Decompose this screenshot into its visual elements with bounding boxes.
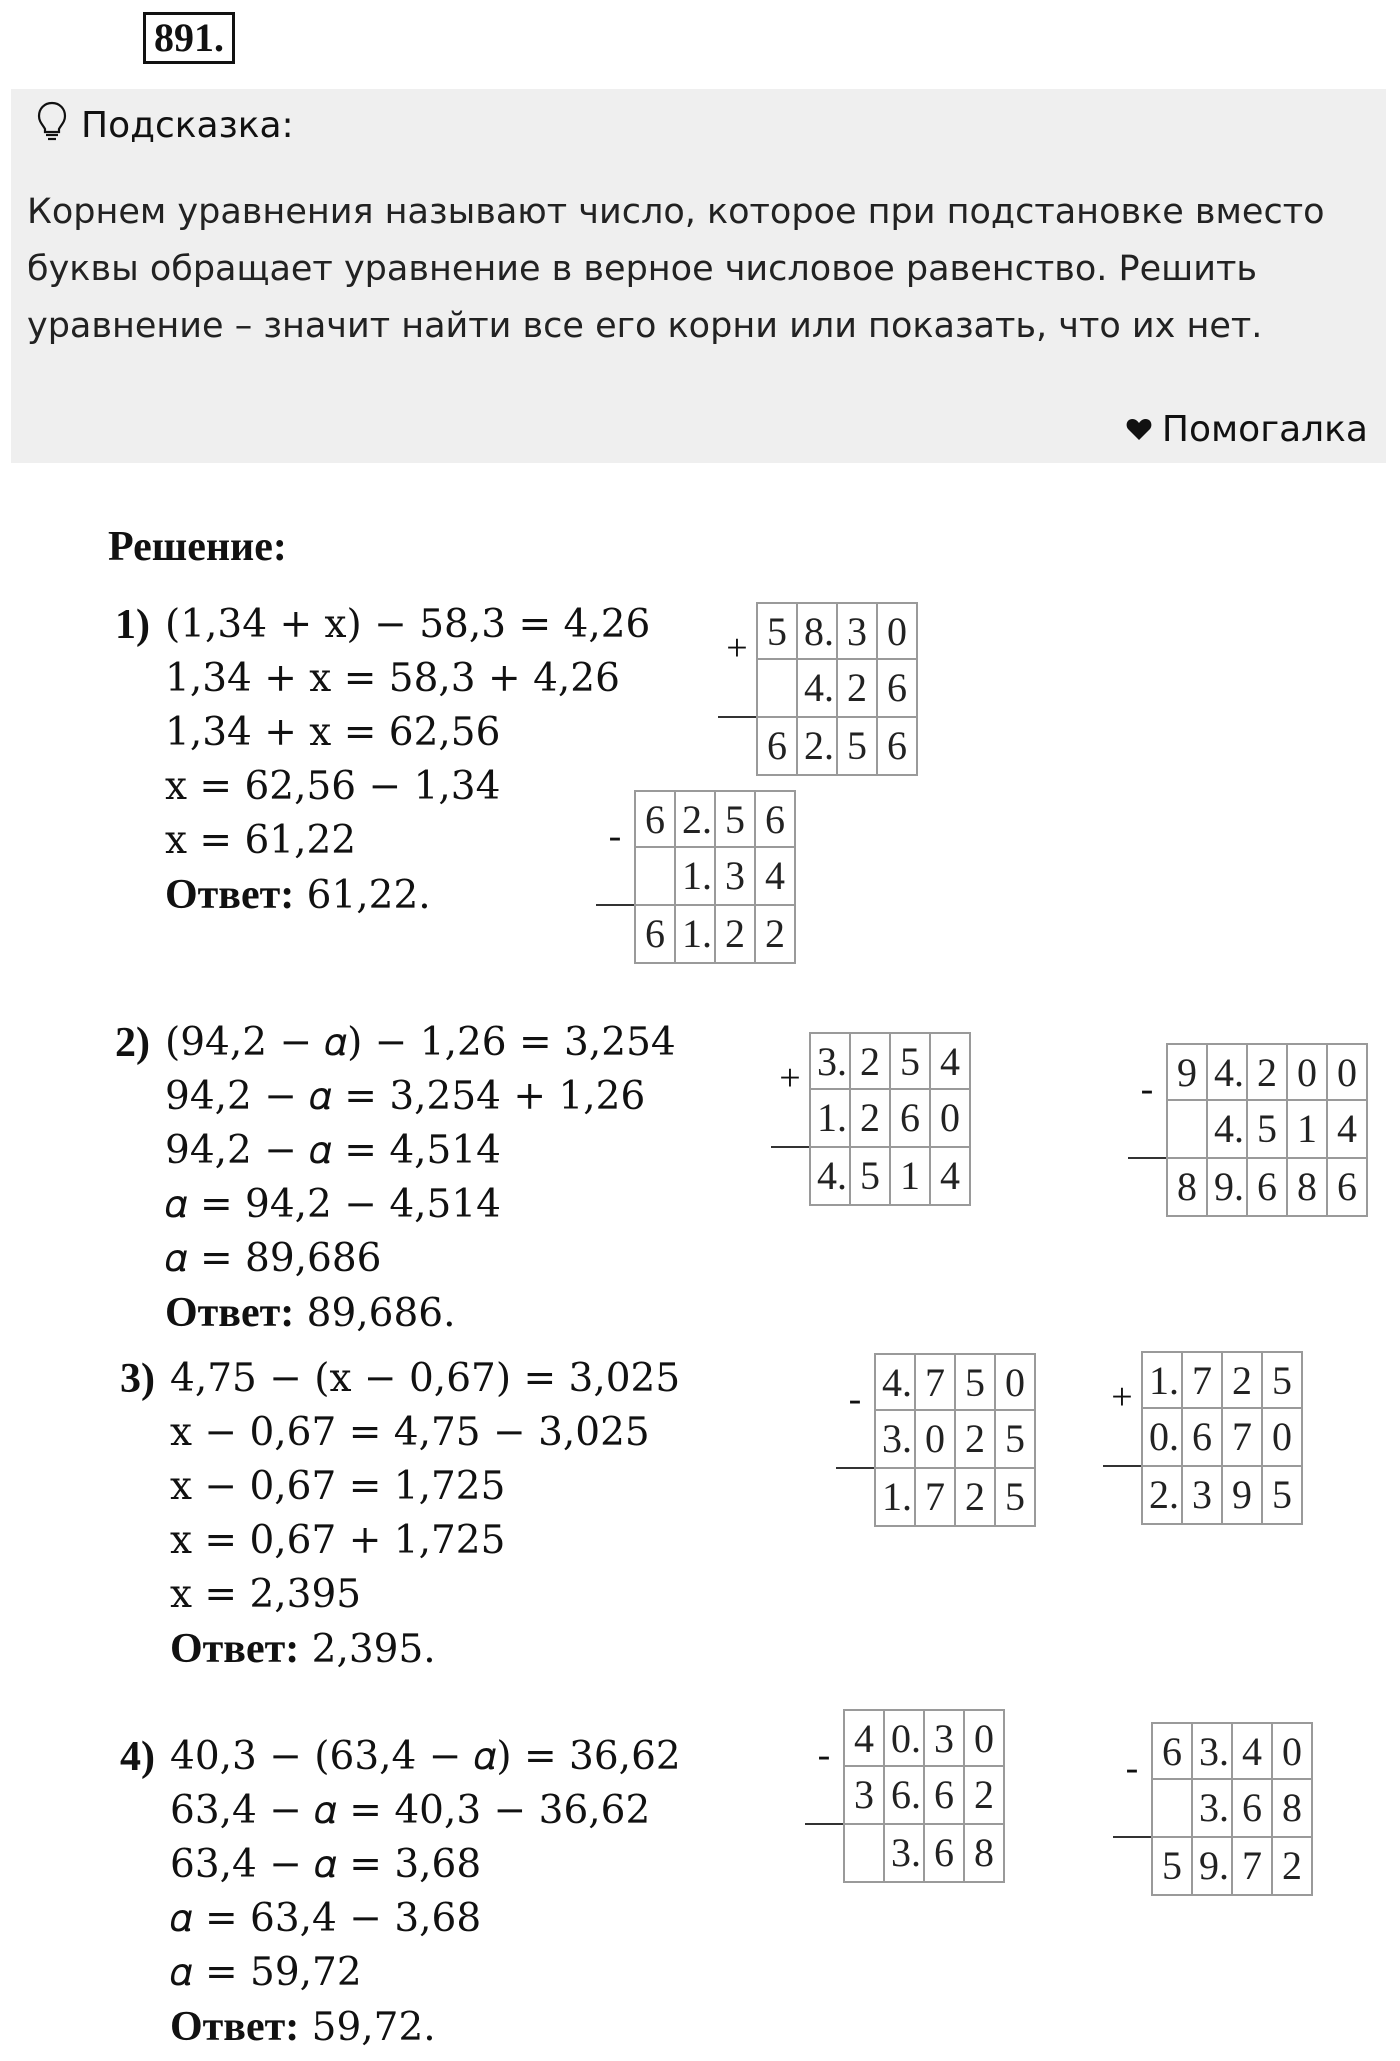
answer-label: Ответ: — [170, 1626, 300, 1672]
digit-cell: 6 — [1233, 1780, 1273, 1838]
column-addition-1 — [718, 602, 918, 778]
digit-cell: 4. — [1208, 1043, 1248, 1101]
result-line — [805, 1823, 843, 1825]
digit-cell: 0 — [996, 1353, 1036, 1411]
equation-line: 63,4 − 𝛼 = 40,3 − 36,62 — [170, 1788, 651, 1833]
digit-cell: 2 — [756, 906, 796, 964]
result-line — [718, 716, 756, 718]
digit-cell: 0 — [1273, 1722, 1313, 1780]
equation-line: x = 62,56 − 1,34 — [165, 764, 501, 809]
answer-line — [165, 1286, 456, 1341]
digit-cell: 9 — [1223, 1467, 1263, 1525]
plus-sign: + — [771, 1032, 811, 1206]
digit-cell: 2 — [838, 660, 878, 718]
digit-cell: 6 — [758, 718, 798, 776]
digit-cell: 8 — [1273, 1780, 1313, 1838]
digit-cell: 4 — [845, 1709, 885, 1767]
plus-sign: + — [718, 602, 758, 776]
answer-line — [170, 1622, 436, 1677]
hint-title: Подсказка: — [81, 105, 294, 146]
digit-cell: 2. — [676, 790, 716, 848]
digit-cell: 5 — [1263, 1351, 1303, 1409]
digit-cell: 2 — [1273, 1838, 1313, 1896]
digit-cell: 2 — [965, 1767, 1005, 1825]
digit-cell — [1153, 1780, 1193, 1838]
digit-cell: 6 — [925, 1767, 965, 1825]
minus-sign: - — [805, 1709, 845, 1883]
equation-line: 1,34 + x = 62,56 — [165, 710, 501, 755]
digit-cell: 3 — [845, 1767, 885, 1825]
column-subtraction-2 — [1128, 1043, 1368, 1219]
equation-line: 4,75 − (x − 0,67) = 3,025 — [170, 1356, 681, 1401]
column-addition-3 — [1103, 1351, 1303, 1527]
answer-value: 2,395. — [311, 1627, 436, 1672]
digit-cell: 6 — [636, 906, 676, 964]
digit-cell: 0 — [1288, 1043, 1328, 1101]
answer-value: 61,22. — [306, 873, 431, 918]
digit-cell: 5 — [1248, 1101, 1288, 1159]
digit-cell: 2. — [798, 718, 838, 776]
digit-grid — [1168, 1043, 1368, 1217]
digit-cell: 5 — [891, 1032, 931, 1090]
digit-cell: 7 — [1183, 1351, 1223, 1409]
digit-cell: 1. — [676, 906, 716, 964]
digit-cell: 5 — [716, 790, 756, 848]
digit-grid — [1153, 1722, 1313, 1896]
answer-label: Ответ: — [165, 1290, 295, 1336]
solution-title: Решение: — [108, 524, 287, 570]
task-number: 3) — [120, 1356, 155, 1402]
equation-line: 94,2 − 𝛼 = 4,514 — [165, 1128, 501, 1173]
heart-icon — [1126, 409, 1152, 450]
digit-cell: 6 — [1248, 1159, 1288, 1217]
digit-cell: 1. — [811, 1090, 851, 1148]
digit-cell: 3. — [1193, 1780, 1233, 1838]
digit-cell: 7 — [1223, 1409, 1263, 1467]
digit-cell — [845, 1825, 885, 1883]
column-addition-2 — [771, 1032, 971, 1208]
digit-cell: 6 — [1328, 1159, 1368, 1217]
digit-cell: 2 — [716, 906, 756, 964]
digit-cell: 7 — [916, 1353, 956, 1411]
digit-cell: 1 — [1288, 1101, 1328, 1159]
digit-cell: 4 — [756, 848, 796, 906]
digit-cell: 3. — [885, 1825, 925, 1883]
digit-cell: 3. — [1193, 1722, 1233, 1780]
digit-cell: 7 — [1233, 1838, 1273, 1896]
digit-cell: 6 — [878, 718, 918, 776]
equation-line: x = 2,395 — [170, 1572, 362, 1617]
digit-cell: 9. — [1208, 1159, 1248, 1217]
digit-cell: 5 — [996, 1411, 1036, 1469]
task-number: 2) — [115, 1020, 150, 1066]
task-number: 4) — [120, 1734, 155, 1780]
digit-cell: 5 — [851, 1148, 891, 1206]
digit-cell: 1. — [876, 1469, 916, 1527]
digit-cell: 8. — [798, 602, 838, 660]
digit-cell: 9. — [1193, 1838, 1233, 1896]
digit-cell: 2 — [956, 1411, 996, 1469]
lightbulb-icon — [37, 101, 67, 150]
answer-line — [165, 868, 431, 923]
equation-line: 94,2 − 𝛼 = 3,254 + 1,26 — [165, 1074, 646, 1119]
digit-cell: 0. — [885, 1709, 925, 1767]
digit-grid — [876, 1353, 1036, 1527]
hint-box — [11, 89, 1386, 463]
digit-cell: 5 — [838, 718, 878, 776]
digit-cell: 6 — [925, 1825, 965, 1883]
digit-cell: 4. — [876, 1353, 916, 1411]
equation-line: 𝛼 = 63,4 − 3,68 — [170, 1896, 482, 1941]
equation-line: 1,34 + x = 58,3 + 4,26 — [165, 656, 620, 701]
digit-cell: 6 — [891, 1090, 931, 1148]
digit-cell: 0 — [965, 1709, 1005, 1767]
digit-cell: 8 — [1168, 1159, 1208, 1217]
digit-cell: 5 — [1263, 1467, 1303, 1525]
digit-cell: 7 — [916, 1469, 956, 1527]
plus-sign: + — [1103, 1351, 1143, 1525]
digit-cell: 4 — [931, 1032, 971, 1090]
problem-number: 891. — [143, 12, 235, 64]
equation-line: 𝛼 = 59,72 — [170, 1950, 362, 1995]
result-line — [1103, 1465, 1141, 1467]
digit-cell: 9 — [1168, 1043, 1208, 1101]
digit-cell: 2 — [851, 1090, 891, 1148]
column-subtraction-1 — [596, 790, 796, 966]
equation-line: (94,2 − 𝛼) − 1,26 = 3,254 — [165, 1020, 676, 1065]
digit-cell: 6 — [1183, 1409, 1223, 1467]
digit-cell: 3 — [716, 848, 756, 906]
digit-cell: 4 — [1233, 1722, 1273, 1780]
digit-cell: 0 — [1328, 1043, 1368, 1101]
answer-line — [170, 2000, 436, 2055]
minus-sign: - — [1113, 1722, 1153, 1896]
digit-grid — [845, 1709, 1005, 1883]
equation-line: 𝛼 = 89,686 — [165, 1236, 382, 1281]
equation-line: 63,4 − 𝛼 = 3,68 — [170, 1842, 482, 1887]
digit-cell: 4. — [811, 1148, 851, 1206]
digit-cell: 4. — [1208, 1101, 1248, 1159]
equation-line: x = 61,22 — [165, 818, 357, 863]
digit-cell: 5 — [1153, 1838, 1193, 1896]
digit-cell: 6. — [885, 1767, 925, 1825]
result-line — [1113, 1836, 1151, 1838]
digit-cell: 0 — [931, 1090, 971, 1148]
result-line — [596, 904, 634, 906]
digit-cell: 8 — [965, 1825, 1005, 1883]
column-subtraction-4 — [805, 1709, 1005, 1885]
digit-grid — [636, 790, 796, 964]
digit-cell: 0. — [1143, 1409, 1183, 1467]
result-line — [771, 1146, 809, 1148]
result-line — [836, 1467, 874, 1469]
digit-cell: 3 — [838, 602, 878, 660]
result-line — [1128, 1157, 1166, 1159]
digit-cell: 2 — [956, 1469, 996, 1527]
digit-cell — [636, 848, 676, 906]
digit-cell: 3. — [876, 1411, 916, 1469]
digit-cell: 1. — [676, 848, 716, 906]
minus-sign: - — [596, 790, 636, 964]
digit-cell: 2. — [1143, 1467, 1183, 1525]
equation-line: x − 0,67 = 4,75 − 3,025 — [170, 1410, 650, 1455]
digit-cell: 5 — [956, 1353, 996, 1411]
digit-cell: 5 — [758, 602, 798, 660]
digit-cell: 4 — [931, 1148, 971, 1206]
minus-sign: - — [1128, 1043, 1168, 1217]
column-subtraction-5 — [1113, 1722, 1313, 1898]
column-subtraction-3 — [836, 1353, 1036, 1529]
digit-cell: 3 — [925, 1709, 965, 1767]
answer-value: 89,686. — [306, 1291, 456, 1336]
digit-cell: 8 — [1288, 1159, 1328, 1217]
digit-grid — [758, 602, 918, 776]
hint-header — [37, 101, 294, 150]
digit-cell: 3 — [1183, 1467, 1223, 1525]
digit-cell: 4 — [1328, 1101, 1368, 1159]
answer-value: 59,72. — [311, 2005, 436, 2050]
digit-cell: 2 — [851, 1032, 891, 1090]
digit-grid — [1143, 1351, 1303, 1525]
digit-cell: 2 — [1248, 1043, 1288, 1101]
equation-line: x − 0,67 = 1,725 — [170, 1464, 506, 1509]
digit-cell: 5 — [996, 1469, 1036, 1527]
minus-sign: - — [836, 1353, 876, 1527]
digit-cell: 0 — [878, 602, 918, 660]
digit-cell: 1 — [891, 1148, 931, 1206]
hint-footer-label: Помогалка — [1161, 409, 1368, 450]
digit-cell: 0 — [916, 1411, 956, 1469]
answer-label: Ответ: — [165, 872, 295, 918]
hint-footer[interactable] — [1126, 409, 1368, 450]
digit-cell: 4. — [798, 660, 838, 718]
digit-cell — [1168, 1101, 1208, 1159]
digit-cell: 3. — [811, 1032, 851, 1090]
hint-text: Корнем уравнения называют число, которое при подстановке вместо буквы обращает уравнение в верное числовое равенство. Решить уравнение – значит найти все его корни или показать, что их нет. — [27, 192, 1325, 346]
task-number: 1) — [115, 602, 150, 648]
digit-grid — [811, 1032, 971, 1206]
digit-cell: 6 — [878, 660, 918, 718]
equation-line: 𝛼 = 94,2 − 4,514 — [165, 1182, 501, 1227]
answer-label: Ответ: — [170, 2004, 300, 2050]
equation-line: 40,3 − (63,4 − 𝛼) = 36,62 — [170, 1734, 681, 1779]
digit-cell — [758, 660, 798, 718]
digit-cell: 0 — [1263, 1409, 1303, 1467]
digit-cell: 6 — [756, 790, 796, 848]
digit-cell: 6 — [636, 790, 676, 848]
digit-cell: 6 — [1153, 1722, 1193, 1780]
digit-cell: 2 — [1223, 1351, 1263, 1409]
equation-line: x = 0,67 + 1,725 — [170, 1518, 506, 1563]
digit-cell: 1. — [1143, 1351, 1183, 1409]
equation-line: (1,34 + x) − 58,3 = 4,26 — [165, 602, 651, 647]
